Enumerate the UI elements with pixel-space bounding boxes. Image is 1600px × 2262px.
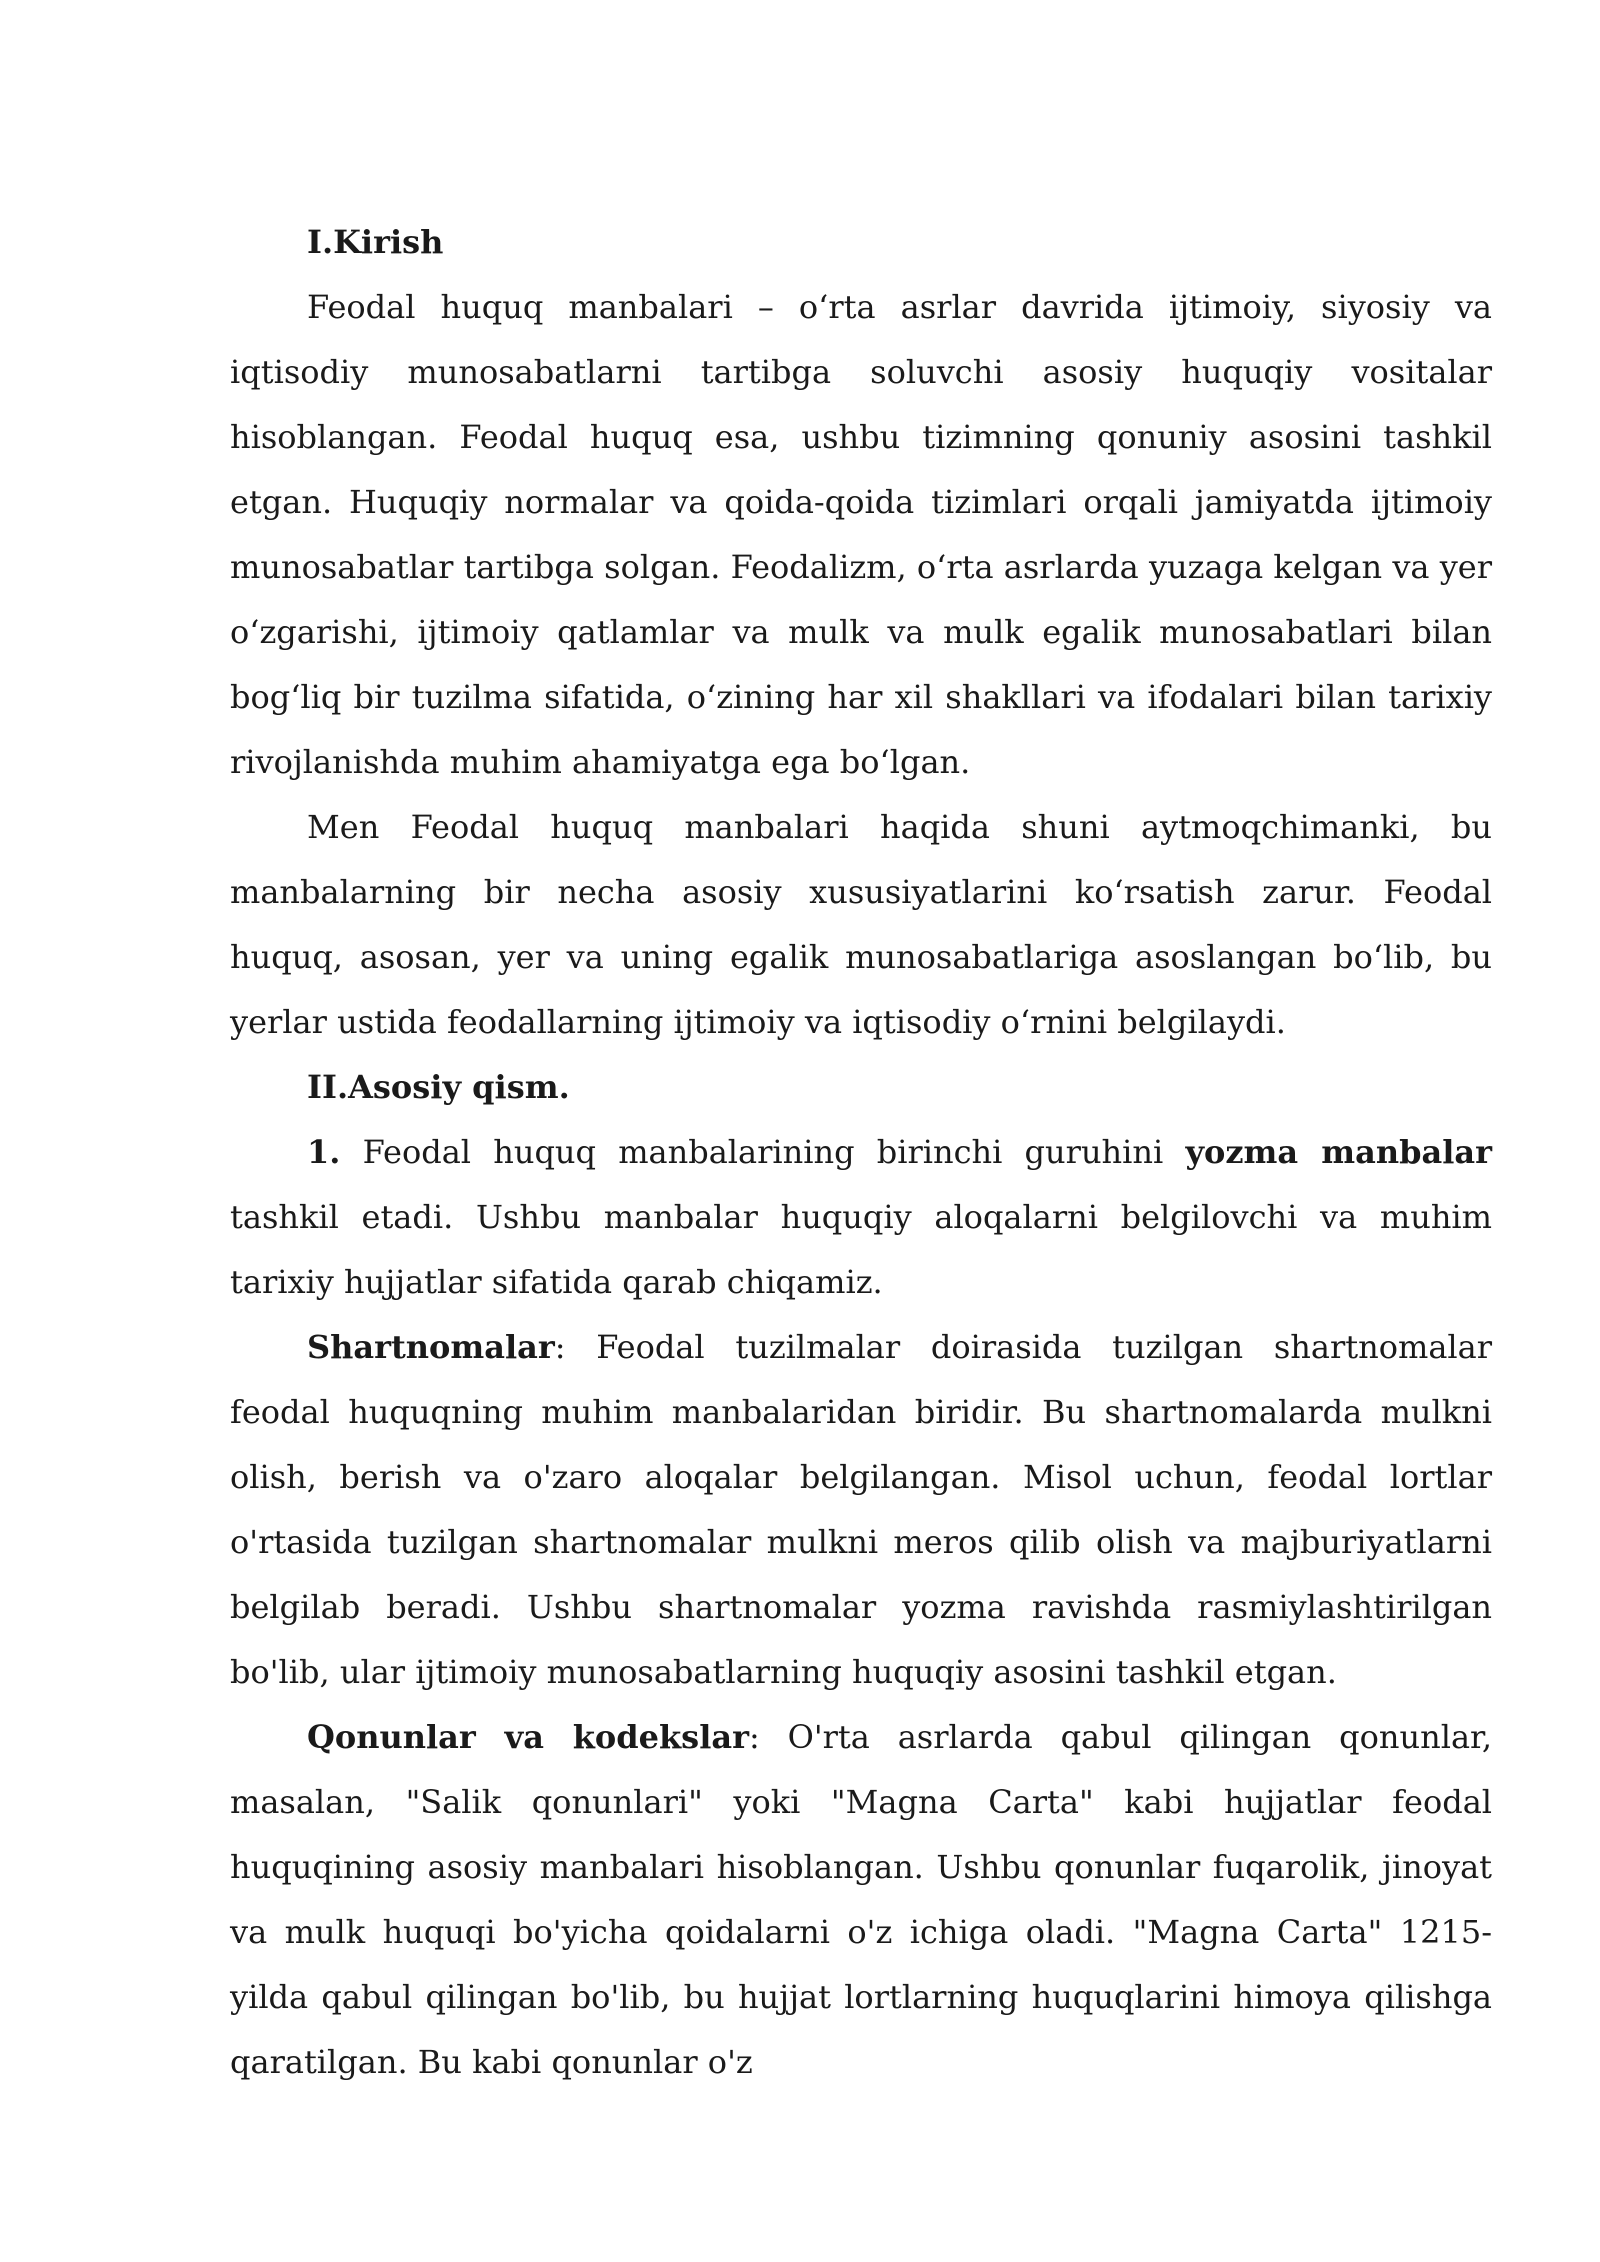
paragraph-text: tashkil etadi. Ushbu manbalar huquqiy aloqalarni belgilovchi va muhim tarixiy hujjatlar sifatida qarab chiqamiz.: [230, 1198, 1492, 1301]
bold-term-qonunlar-va-kodekslar: Qonunlar va kodekslar: [307, 1718, 749, 1756]
document-body: [230, 210, 1492, 2095]
paragraph-opinion: Men Feodal huquq manbalari haqida shuni aytmoqchimanki, bu manbalarning bir necha asosiy xususiyatlarini ko‘rsatish zarur. Feodal huquq, asosan, yer va uning egalik munosabatlariga asoslangan bo‘lib, bu yerlar ustida feodallarning ijtimoiy va iqtisodiy o‘rnini belgilaydi.: [230, 808, 1492, 1041]
list-number: 1.: [307, 1133, 341, 1171]
section-heading-asosiy-qism: II.Asosiy qism.: [307, 1068, 570, 1106]
bold-term-yozma-manbalar: yozma manbalar: [1185, 1133, 1493, 1171]
paragraph-intro: Feodal huquq manbalari – o‘rta asrlar davrida ijtimoiy, siyosiy va iqtisodiy munosabatlarni tartibga soluvchi asosiy huquqiy vositalar hisoblangan. Feodal huquq esa, ushbu tizimning qonuniy asosini tashkil etgan. Huquqiy normalar va qoida-qoida tizimlari orqali jamiyatda ijtimoiy munosabatlar tartibga solgan. Feodalizm, o‘rta asrlarda yuzaga kelgan va yer o‘zgarishi, ijtimoiy qatlamlar va mulk va mulk egalik munosabatlari bilan bog‘liq bir tuzilma sifatida, o‘zining har xil shakllari va ifodalari bilan tarixiy rivojlanishda muhim ahamiyatga ega bo‘lgan.: [230, 288, 1492, 781]
bold-term-shartnomalar: Shartnomalar: [307, 1328, 555, 1366]
paragraph-written-sources: [230, 1120, 1492, 1315]
paragraph-qonunlar: [230, 1705, 1492, 2095]
paragraph-text: : Feodal tuzilmalar doirasida tuzilgan shartnomalar feodal huquqning muhim manbalaridan biridir. Bu shartnomalarda mulkni olish, berish va o'zaro aloqalar belgilangan. Misol uchun, feodal lortlar o'rtasida tuzilgan shartnomalar mulkni meros qilib olish va majburiyatlarni belgilab beradi. Ushbu shartnomalar yozma ravishda rasmiylashtirilgan bo'lib, ular ijtimoiy munosabatlarning huquqiy asosini tashkil etgan.: [230, 1328, 1492, 1691]
paragraph-shartnomalar: [230, 1315, 1492, 1705]
section-heading-kirish: I.Kirish: [307, 223, 444, 261]
paragraph-text: Feodal huquq manbalarining birinchi guruhini: [340, 1133, 1186, 1171]
paragraph-text: : O'rta asrlarda qabul qilingan qonunlar, masalan, "Salik qonunlari" yoki "Magna Carta" kabi hujjatlar feodal huquqining asosiy manbalari hisoblangan. Ushbu qonunlar fuqarolik, jinoyat va mulk huquqi bo'yicha qoidalarni o'z ichiga oladi. "Magna Carta" 1215-yilda qabul qilingan bo'lib, bu hujjat lortlarning huquqlarini himoya qilishga qaratilgan. Bu kabi qonunlar o'z: [230, 1718, 1493, 2081]
